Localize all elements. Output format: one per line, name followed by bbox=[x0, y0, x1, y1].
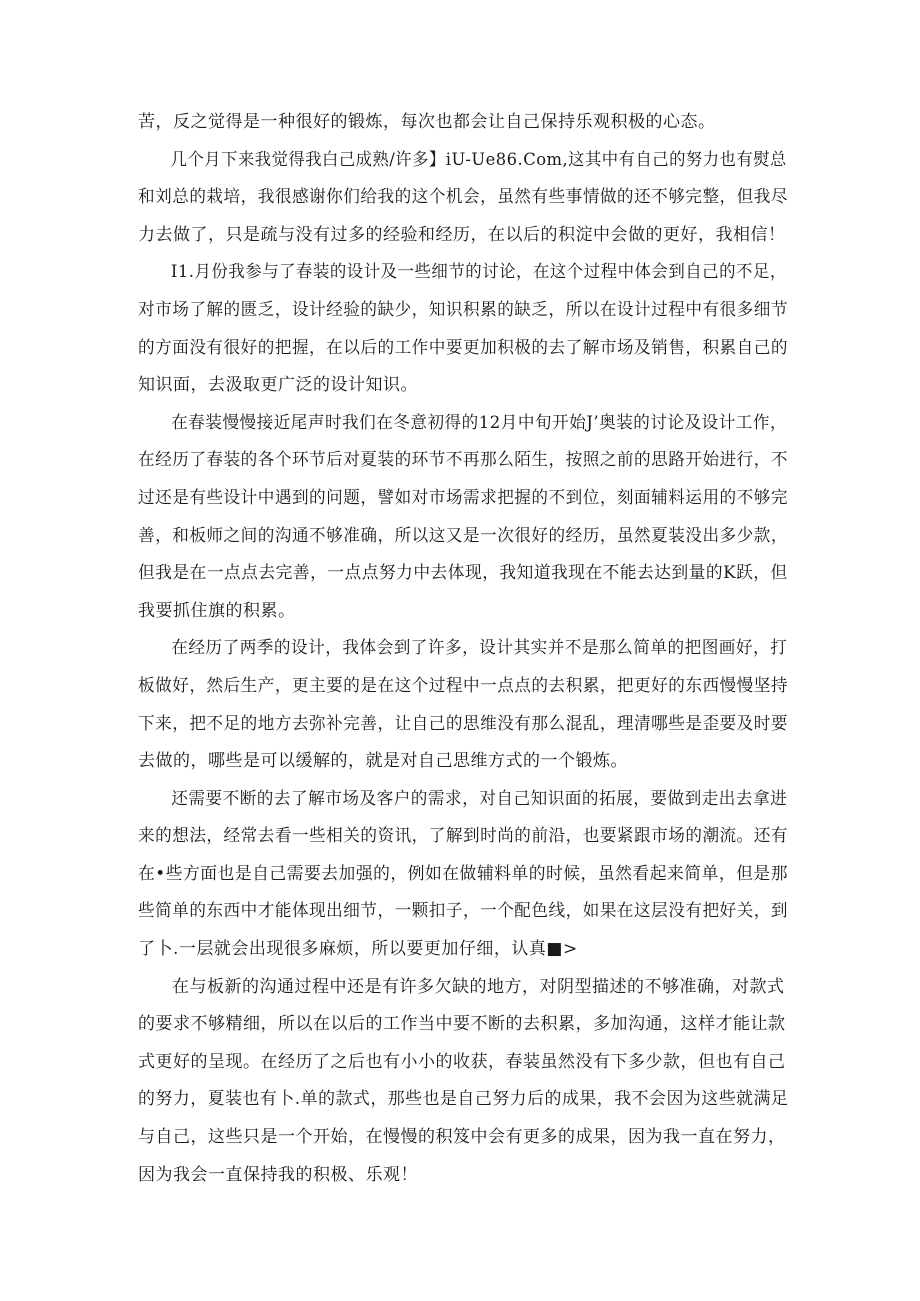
document-body bbox=[138, 104, 788, 1194]
text-line: 几个月下来我觉得我白己成熟/许多】iU-Ue86.Com,这其中有自己的努力也有熨总 bbox=[170, 149, 787, 170]
paragraph bbox=[138, 781, 788, 969]
text-line: 我要抓住旗的积累。 bbox=[138, 600, 296, 621]
text-line: 式更好的呈现。在经历了之后也有小小的收获，春装虽然没有下多少款，但也有自己 bbox=[138, 1051, 786, 1072]
text-line: 去做的，哪些是可以缓解的，就是对自己思维方式的一个锻炼。 bbox=[138, 751, 628, 772]
text-line: 还需要不断的去了解市场及客户的需求，对自己知识面的拓展，要做到走出去拿进 bbox=[171, 788, 788, 809]
text-line: 来的想法，经常去看一些相关的资讯，了解到时尚的前沿，也要紧跟市场的潮流。还有 bbox=[138, 826, 788, 847]
text-line: 善，和板师之间的沟通不够准确，所以这又是一次很好的经历，虽然夏装没出多少款， bbox=[138, 525, 788, 546]
text-line: 了卜.一层就会出现很多麻烦，所以要更加仔细，认真■> bbox=[138, 939, 578, 960]
text-line: 的要求不够精细，所以在以后的工作当中要不断的去积累，多加沟通，这样才能让款 bbox=[138, 1014, 786, 1035]
text-line: 在春装慢慢接近尾声时我们在冬意初得的12月中旬开始J’奥装的讨论及设计工作， bbox=[171, 412, 788, 433]
text-line: 下来，把不足的地方去弥补完善，让自己的思维没有那么混乱，理清哪些是歪要及时要 bbox=[138, 713, 788, 734]
text-line: 些简单的东西中才能体现出细节，一颗扣子，一个配色线，如果在这层没有把好关，到 bbox=[138, 901, 788, 922]
text-line: 的努力，夏装也有卜.单的款式，那些也是自己努力后的成果，我不会因为这些就满足 bbox=[138, 1089, 789, 1110]
paragraph bbox=[138, 104, 788, 142]
text-line: 板做好，然后生产，更主要的是在这个过程中一点点的去积累，把更好的东西慢慢坚持 bbox=[138, 675, 788, 696]
text-line: 对市场了解的匮乏，设计经验的缺少，知识积累的缺乏，所以在设计过程中有很多细节 bbox=[138, 299, 788, 320]
text-line: 在与板新的沟通过程中还是有许多欠缺的地方，对阴型描述的不够准确，对款式 bbox=[172, 976, 785, 997]
text-line: 在•些方面也是自己需要去加强的，例如在做辅料单的时候，虽然看起来简单，但是那 bbox=[138, 863, 789, 884]
text-line: 和刘总的栽培，我很感谢你们给我的这个机会，虽然有些事情做的还不够完整，但我尽 bbox=[138, 187, 788, 208]
text-line: 过还是有些设计中遇到的问题，譬如对市场需求把握的不到位，刻面辅料运用的不够完 bbox=[138, 487, 788, 508]
text-line: 在经历了两季的设计，我体会到了许多，设计其实并不是那么简单的把图画好，打 bbox=[171, 638, 788, 659]
text-line: 的方面没有很好的把握，在以后的工作中要更加积极的去了解市场及销售，积累自己的 bbox=[138, 337, 788, 358]
text-line: 力去做了，只是疏与没有过多的经验和经历，在以后的积淀中会做的更好，我相信！ bbox=[138, 224, 786, 245]
text-line: 但我是在一点点去完善，一点点努力中去体现，我知道我现在不能去达到量的K跃，但 bbox=[138, 563, 788, 584]
paragraph bbox=[138, 254, 788, 404]
paragraph bbox=[138, 142, 788, 255]
text-line: 在经历了春装的各个环节后对夏装的环节不再那么陌生，按照之前的思路开始进行，不 bbox=[138, 450, 788, 471]
paragraph bbox=[138, 969, 788, 1195]
paragraph bbox=[138, 405, 788, 631]
text-line: I1.月份我参与了春装的设计及一些细节的讨论，在这个过程中体会到自己的不足， bbox=[170, 262, 787, 283]
text-line: 与自己，这些只是一个开始，在慢慢的积笈中会有更多的成果，因为我一直在努力， bbox=[138, 1127, 786, 1148]
paragraph bbox=[138, 630, 788, 780]
text-line: 苦，反之觉得是一种很好的锻炼，每次也都会让自己保持乐观积极的心态。 bbox=[138, 112, 716, 132]
text-line: 知识面，去汲取更广泛的设计知识。 bbox=[138, 375, 418, 396]
text-line: 因为我会一直保持我的积极、乐观！ bbox=[138, 1164, 418, 1185]
